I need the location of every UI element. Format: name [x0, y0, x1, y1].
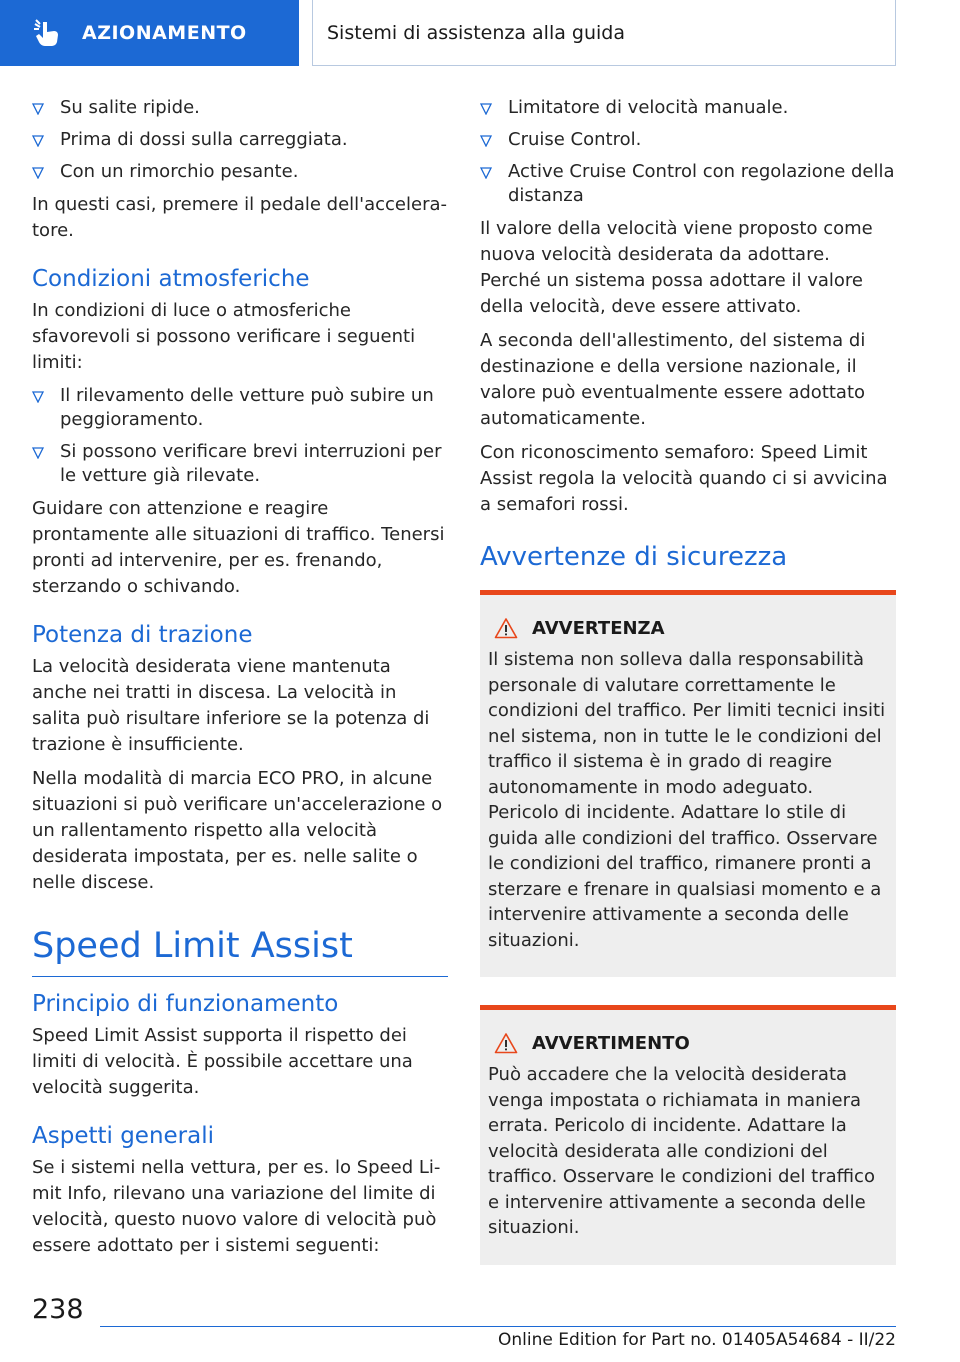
paragraph: In questi casi, premere il pedale dell'acceleratore. [32, 194, 447, 241]
subheading-principio: Principio di funzionamento [32, 991, 339, 1017]
bullet-triangle-icon [32, 103, 44, 115]
warning-triangle-icon [494, 1032, 518, 1054]
list-item: Prima di dossi sulla carreggiata. [32, 128, 448, 152]
warning-text: Il sistema non solleva dalla responsabilità personale di valutare correttamente le condizioni del traffico. Per limiti tecnici insiti nel sistema, non in tutte le le condizioni del traffico il sistema è in grado di reagire autonomamente in modo adeguato. Pericolo di incidente. Adattare lo stile di guida alle condizioni del traffico. Osservare le condizioni del traffico, rimanere pronti a sterzare e frenare in qualsiasi momento e a intervenire attivamente a seconda delle situazioni. [488, 649, 886, 951]
subheading-trazione: Potenza di trazione [32, 622, 253, 648]
chapter-title: Sistemi di assistenza alla guida [327, 21, 626, 44]
bullet-triangle-icon [32, 135, 44, 147]
bullet-triangle-icon [480, 167, 492, 179]
warning-title: AVVERTENZA [532, 617, 665, 639]
paragraph: Con riconoscimento semaforo: Speed Limit Assist regola la velocità quando ci si avvicina a semafori rossi. [480, 442, 888, 515]
subheading-aspetti: Aspetti generali [32, 1123, 215, 1149]
page-number: 238 [32, 1294, 84, 1325]
right-column [480, 96, 896, 1265]
list-item: Limitatore di velocità manuale. [480, 96, 896, 120]
list-item: Si possono verificare brevi interruzioni per le vetture già rilevate. [32, 440, 448, 488]
steering-wheel-icon [32, 18, 62, 48]
list-item: Il rilevamento delle vetture può subire un peggioramento. [32, 384, 448, 432]
edition-info: Online Edition for Part no. 01405A54684 - II/22 [497, 1330, 896, 1350]
subheading-atmos: Condizioni atmosferiche [32, 266, 310, 292]
chapter-tab [312, 0, 896, 66]
systems-list [480, 96, 896, 208]
paragraph: A seconda dell'allestimento, del sistema di destinazione e della versione nazionale, il valore può eventualmente essere adottato automaticamente. [480, 330, 866, 429]
bullet-triangle-icon [480, 135, 492, 147]
warning-triangle-icon [494, 617, 518, 639]
paragraph: Il valore della velocità viene proposto come nuova velocità desiderata da adottare. Perché un sistema possa adottare il valore della velocità, deve essere attivato. [480, 218, 873, 317]
list-item: Su salite ripide. [32, 96, 448, 120]
paragraph: La velocità desiderata viene mantenuta anche nei tratti in discesa. La velocità in salita può risultare inferiore se la potenza di trazione è insufficiente. [32, 656, 430, 755]
list-item: Cruise Control. [480, 128, 896, 152]
caution-box [480, 1005, 896, 1265]
list-item: Active Cruise Control con regolazione della distanza [480, 160, 896, 208]
bullet-triangle-icon [32, 447, 44, 459]
paragraph: Se i sistemi nella vettura, per es. lo Speed Limit Info, rilevano una variazione del limite di velocità, questo nuovo valore di velocità può essere adottato per i sistemi seguenti: [32, 1157, 441, 1256]
paragraph: In condizioni di luce o atmosferiche sfavorevoli si possono verificare i seguenti limiti: [32, 300, 416, 373]
section-tab [0, 0, 299, 66]
paragraph: Guidare con attenzione e reagire prontamente alle situazioni di traffico. Tenersi pronti ad intervenire, per es. frenando, sterzando o schivando. [32, 498, 445, 597]
page-header [0, 0, 960, 66]
left-column [32, 96, 448, 1267]
warning-box [480, 590, 896, 977]
bullet-triangle-icon [32, 391, 44, 403]
paragraph: Speed Limit Assist supporta il rispetto dei limiti di velocità. È possibile accettare una velocità suggerita. [32, 1025, 413, 1098]
bullet-triangle-icon [480, 103, 492, 115]
warning-header [488, 617, 888, 639]
caution-header [488, 1032, 888, 1054]
subheading-avvertenze: Avvertenze di sicurezza [480, 542, 788, 572]
heading-speed-limit-assist: Speed Limit Assist [32, 926, 448, 977]
list-item: Con un rimorchio pesante. [32, 160, 448, 184]
bullet-triangle-icon [32, 167, 44, 179]
limits-list [32, 384, 448, 488]
paragraph: Nella modalità di marcia ECO PRO, in alcune situazioni si può verificare un'accelerazione o un rallentamento rispetto alla velocità desiderata impostata, per es. nelle salite o nelle discese. [32, 768, 443, 893]
caution-title: AVVERTIMENTO [532, 1032, 690, 1054]
section-title: AZIONAMENTO [82, 22, 247, 44]
conditions-list [32, 96, 448, 184]
caution-text: Può accadere che la velocità desiderata venga impostata o richiamata in maniera errata. Pericolo di incidente. Adattare la velocità desiderata alle condizioni del traffico. Osservare le condizioni del traffico e intervenire attivamente a seconda delle situazioni. [488, 1064, 875, 1238]
footer-divider [100, 1326, 896, 1327]
